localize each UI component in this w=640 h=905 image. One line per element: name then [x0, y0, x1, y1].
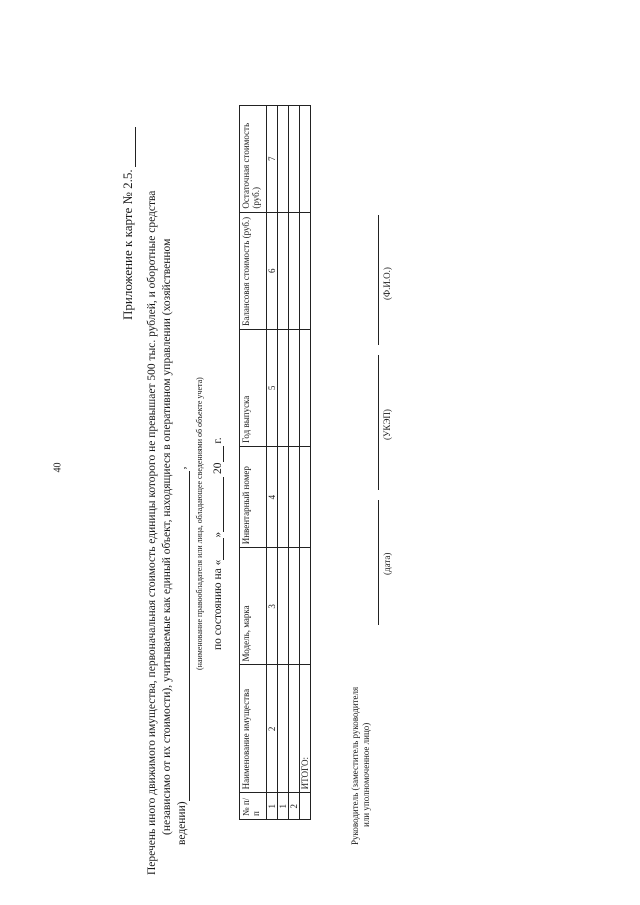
- header-name: Наименование имущества: [240, 665, 267, 793]
- table-cell[interactable]: [289, 447, 300, 548]
- name-label: (Ф.И.О.): [382, 267, 392, 300]
- name-line: [378, 215, 379, 345]
- table-cell[interactable]: [278, 665, 289, 793]
- index-cell: 6: [267, 212, 278, 329]
- column-index-row: [267, 106, 278, 820]
- table-cell[interactable]: [300, 548, 311, 665]
- title-line-3-text: ведении): [176, 801, 188, 845]
- header-number: № п/п: [240, 793, 267, 820]
- table-cell[interactable]: [278, 329, 289, 446]
- table-cell[interactable]: [278, 106, 289, 213]
- owner-fill-line: [177, 471, 190, 801]
- role-line-2: или уполномоченное лицо): [361, 722, 371, 827]
- table-row: [278, 106, 289, 820]
- header-inventory: Инвентарный номер: [240, 447, 267, 548]
- title-line-2: (независимо от их стоимости), учитываемые как единый объект, находящиеся в оперативном управлении (хозяйственном: [161, 238, 173, 835]
- row-number: 1: [278, 793, 289, 820]
- year-prefix: 20: [212, 462, 224, 474]
- table-cell[interactable]: [289, 665, 300, 793]
- title-comma: ,: [176, 466, 188, 470]
- table-cell[interactable]: [300, 212, 311, 329]
- total-row: [300, 106, 311, 820]
- table-cell[interactable]: [278, 447, 289, 548]
- property-table: [239, 105, 311, 820]
- index-cell: 5: [267, 329, 278, 446]
- index-cell: 2: [267, 665, 278, 793]
- owner-caption: (наименование правообладателя или лица, обладающее сведениями об объекте учета): [195, 377, 204, 670]
- role-line-1: Руководитель (заместитель руководителя: [350, 686, 360, 845]
- header-model: Модель, марка: [240, 548, 267, 665]
- table-cell[interactable]: [289, 329, 300, 446]
- table-cell[interactable]: [300, 447, 311, 548]
- index-cell: 4: [267, 447, 278, 548]
- table-cell[interactable]: [278, 212, 289, 329]
- total-empty-cell: [300, 793, 311, 820]
- signature-role: [350, 687, 372, 845]
- as-of-suffix: г.: [212, 437, 224, 444]
- table-cell[interactable]: [289, 212, 300, 329]
- header-residual-cost: Остаточная стоимость (руб.): [240, 106, 267, 213]
- total-label: ИТОГО:: [300, 665, 311, 793]
- index-cell: 7: [267, 106, 278, 213]
- table-row: [289, 106, 300, 820]
- appendix-fill-line: [123, 127, 136, 167]
- table-cell[interactable]: [278, 548, 289, 665]
- title-line-1: Перечень иного движимого имущества, первоначальная стоимость единицы которого не превышает 500 тыс. рублей, и оборотные средства: [146, 190, 158, 875]
- table-header-row: [240, 106, 267, 820]
- document-title: [145, 115, 190, 875]
- month-blank: [212, 477, 224, 532]
- table-cell[interactable]: [289, 548, 300, 665]
- table-cell[interactable]: [300, 329, 311, 446]
- date-label: (дата): [382, 552, 392, 575]
- as-of-date: [212, 437, 224, 650]
- appendix-label: [120, 127, 136, 320]
- table-cell[interactable]: [289, 106, 300, 213]
- index-cell: 3: [267, 548, 278, 665]
- header-year: Год выпуска: [240, 329, 267, 446]
- date-line: [378, 500, 379, 625]
- as-of-mid: »: [212, 531, 224, 538]
- index-cell: 1: [267, 793, 278, 820]
- title-line-3: [175, 115, 190, 875]
- row-number: 2: [289, 793, 300, 820]
- appendix-text: Приложение к карте № 2.5.: [120, 169, 135, 320]
- page-number: 40: [52, 462, 64, 473]
- year-blank: [212, 446, 224, 462]
- signature-label: (УКЭП): [382, 409, 392, 440]
- header-balance-cost: Балансовая стоимость (руб.): [240, 212, 267, 329]
- day-blank: [212, 538, 224, 560]
- as-of-prefix: по состоянию на «: [212, 559, 224, 650]
- signature-line: [378, 355, 379, 490]
- table-cell[interactable]: [300, 106, 311, 213]
- rotated-sheet: [120, 75, 495, 875]
